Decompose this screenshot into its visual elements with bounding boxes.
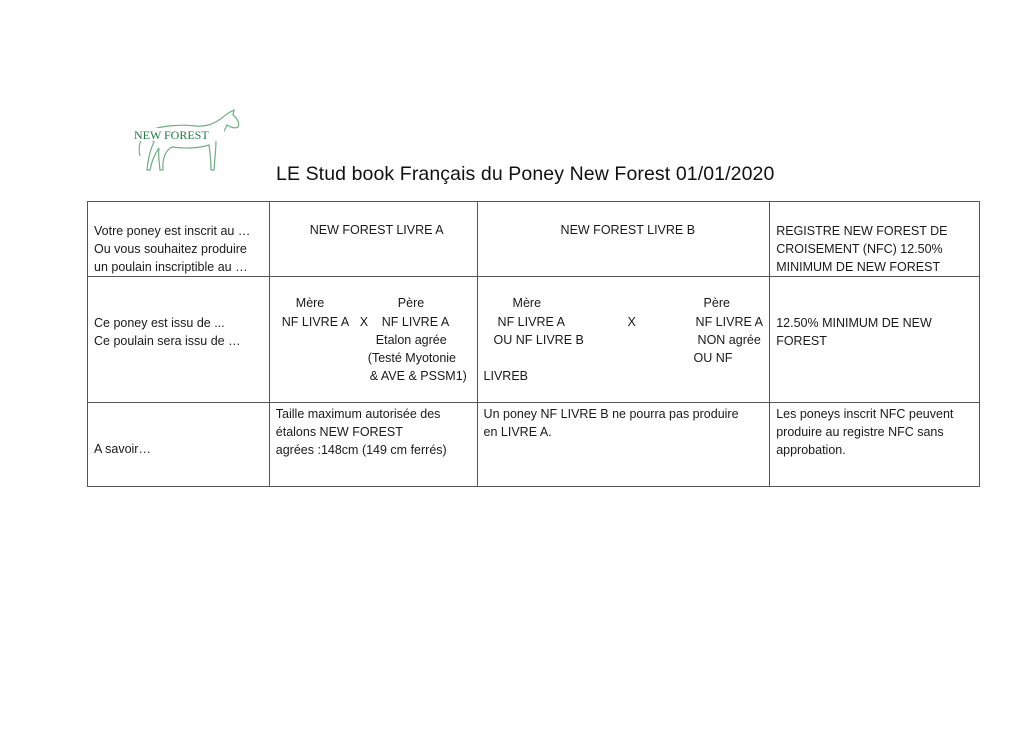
cross-symbol: X: [627, 315, 636, 329]
row-label-cell: [88, 277, 270, 403]
mere-value: NF LIVRE A: [497, 315, 565, 329]
pere-value: & AVE & PSSM1): [369, 369, 467, 383]
label-line: un poulain inscriptible au …: [94, 260, 248, 274]
mere-value: NF LIVRE A: [281, 315, 350, 329]
note-text: en LIVRE A.: [483, 425, 552, 439]
svg-text:FOREST: FOREST: [164, 128, 209, 142]
note-text: étalons NEW FOREST: [275, 425, 403, 439]
mere-value: OU NF LIVRE B: [493, 333, 584, 347]
pony-logo-graphic: [130, 106, 242, 178]
mere-label: Mère: [512, 296, 542, 310]
parentage-livre-a: [269, 277, 477, 403]
stud-book-table: [87, 201, 980, 487]
pere-label: Père: [703, 296, 730, 310]
label-line: A savoir…: [94, 442, 151, 456]
nfc-text: FOREST: [776, 334, 827, 348]
pere-value: OU NF: [693, 351, 733, 365]
pere-value: Etalon agrée: [375, 333, 447, 347]
label-line: Ce poney est issu de ...: [94, 316, 225, 330]
svg-text:NEW: NEW: [134, 128, 162, 142]
table-row: [88, 403, 980, 487]
table-row: [88, 277, 980, 403]
header-nfc: [770, 202, 980, 277]
mere-label: Mère: [295, 296, 325, 310]
row-label-cell: [88, 403, 270, 487]
pere-value: NF LIVRE A: [695, 315, 763, 329]
table-row: [88, 202, 980, 277]
label-line: Ou vous souhaitez produire: [94, 242, 247, 256]
parentage-nfc: [770, 277, 980, 403]
note-text: approbation.: [776, 443, 846, 457]
pere-value: NF LIVRE A: [381, 315, 450, 329]
page-title: LE Stud book Français du Poney New Forest 01/01/2020: [276, 163, 775, 185]
header-livre-a: [269, 202, 477, 277]
header-text: MINIMUM DE NEW FOREST: [776, 260, 941, 274]
note-text: agrées :148cm (149 cm ferrés): [275, 443, 447, 457]
parentage-livre-b: [477, 277, 770, 403]
header-text: CROISEMENT (NFC) 12.50%: [776, 242, 943, 256]
pere-value: (Testé Myotonie: [367, 351, 457, 365]
pere-label: Père: [397, 296, 425, 310]
pere-value: LIVREB: [483, 369, 529, 383]
header-text: REGISTRE NEW FOREST DE: [776, 224, 948, 238]
header-livre-b: [477, 202, 770, 277]
note-text: Un poney NF LIVRE B ne pourra pas produire: [483, 407, 739, 421]
note-nfc: [770, 403, 980, 487]
nfc-text: 12.50% MINIMUM DE NEW: [776, 316, 932, 330]
note-text: Taille maximum autorisée des: [275, 407, 441, 421]
note-livre-b: [477, 403, 770, 487]
note-text: Les poneys inscrit NFC peuvent: [776, 407, 954, 421]
new-forest-logo: [130, 106, 242, 178]
header-text: NEW FOREST LIVRE A: [309, 223, 444, 237]
note-text: produire au registre NFC sans: [776, 425, 944, 439]
note-livre-a: [269, 403, 477, 487]
label-line: Ce poulain sera issu de …: [94, 334, 241, 348]
pere-value: NON agrée: [697, 333, 761, 347]
row-label-cell: [88, 202, 270, 277]
label-line: Votre poney est inscrit au …: [94, 224, 251, 238]
cross-symbol: X: [359, 315, 369, 329]
header-text: NEW FOREST LIVRE B: [560, 223, 696, 237]
